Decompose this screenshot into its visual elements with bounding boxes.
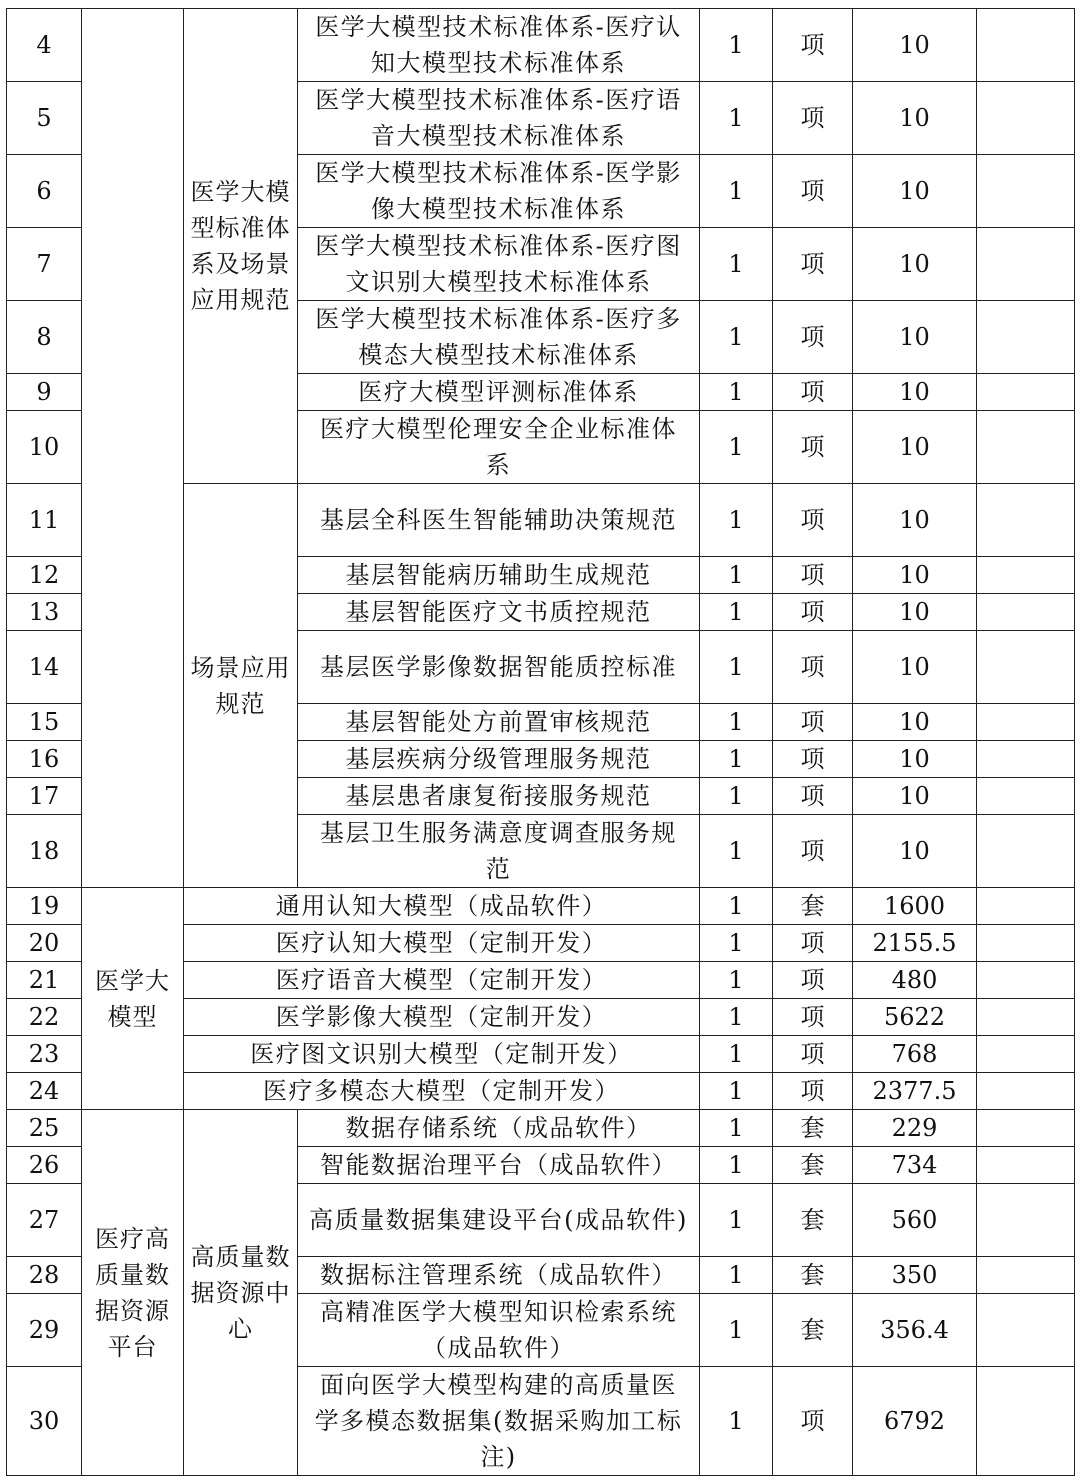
item-name: 智能数据治理平台（成品软件） [298,1147,700,1184]
item-note [977,155,1075,228]
item-price: 350 [853,1257,977,1294]
item-unit: 项 [773,82,853,155]
item-note [977,999,1075,1036]
row-number: 17 [7,778,82,815]
item-quantity: 1 [700,704,773,741]
item-name: 医疗大模型伦理安全企业标准体系 [298,411,700,484]
item-note [977,1257,1075,1294]
item-note [977,888,1075,925]
item-quantity: 1 [700,1367,773,1476]
item-price: 229 [853,1110,977,1147]
row-number: 14 [7,631,82,704]
item-unit: 项 [773,741,853,778]
item-name: 面向医学大模型构建的高质量医学多模态数据集(数据采购加工标注) [298,1367,700,1476]
item-price: 10 [853,778,977,815]
item-quantity: 1 [700,557,773,594]
item-note [977,1367,1075,1476]
item-note [977,815,1075,888]
item-quantity: 1 [700,1073,773,1110]
item-note [977,557,1075,594]
item-note [977,1294,1075,1367]
row-number: 11 [7,484,82,557]
item-name: 基层智能医疗文书质控规范 [298,594,700,631]
item-price: 768 [853,1036,977,1073]
group-level1-empty [82,9,184,888]
budget-table [6,8,1075,1476]
item-unit: 套 [773,1257,853,1294]
item-quantity: 1 [700,1257,773,1294]
item-quantity: 1 [700,1294,773,1367]
item-name: 基层智能病历辅助生成规范 [298,557,700,594]
item-unit: 项 [773,1036,853,1073]
item-quantity: 1 [700,82,773,155]
item-name: 数据标注管理系统（成品软件） [298,1257,700,1294]
item-unit: 项 [773,228,853,301]
item-note [977,484,1075,557]
item-unit: 项 [773,778,853,815]
row-number: 25 [7,1110,82,1147]
item-quantity: 1 [700,741,773,778]
item-note [977,82,1075,155]
row-number: 29 [7,1294,82,1367]
row-number: 5 [7,82,82,155]
item-price: 10 [853,155,977,228]
item-unit: 套 [773,1184,853,1257]
item-unit: 项 [773,374,853,411]
item-price: 10 [853,411,977,484]
row-number: 23 [7,1036,82,1073]
item-unit: 项 [773,925,853,962]
row-number: 21 [7,962,82,999]
item-name: 通用认知大模型（成品软件） [184,888,700,925]
item-unit: 套 [773,888,853,925]
item-price: 10 [853,704,977,741]
item-unit: 项 [773,815,853,888]
item-name: 基层智能处方前置审核规范 [298,704,700,741]
item-price: 10 [853,301,977,374]
item-note [977,594,1075,631]
group-standard-system: 医学大模型标准体系及场景应用规范 [184,9,298,484]
item-quantity: 1 [700,594,773,631]
row-number: 4 [7,9,82,82]
row-number: 24 [7,1073,82,1110]
item-quantity: 1 [700,962,773,999]
group-data-center: 高质量数据资源中心 [184,1110,298,1476]
item-name: 医疗语音大模型（定制开发） [184,962,700,999]
item-unit: 项 [773,301,853,374]
item-unit: 项 [773,631,853,704]
item-quantity: 1 [700,815,773,888]
group-scenario-spec: 场景应用规范 [184,484,298,888]
row-number: 26 [7,1147,82,1184]
group-medical-large-model: 医学大模型 [82,888,184,1110]
item-unit: 项 [773,1367,853,1476]
item-quantity: 1 [700,484,773,557]
row-number: 28 [7,1257,82,1294]
row-number: 7 [7,228,82,301]
item-note [977,1110,1075,1147]
table-row [7,9,1075,82]
item-price: 10 [853,228,977,301]
item-unit: 项 [773,155,853,228]
item-name: 医疗大模型评测标准体系 [298,374,700,411]
item-price: 10 [853,631,977,704]
item-name: 医学大模型技术标准体系-医疗图文识别大模型技术标准体系 [298,228,700,301]
item-name: 数据存储系统（成品软件） [298,1110,700,1147]
table-row [7,888,1075,925]
table-row [7,1110,1075,1147]
item-note [977,962,1075,999]
row-number: 12 [7,557,82,594]
item-quantity: 1 [700,1110,773,1147]
item-unit: 套 [773,1110,853,1147]
item-name: 医疗认知大模型（定制开发） [184,925,700,962]
item-quantity: 1 [700,631,773,704]
item-quantity: 1 [700,1184,773,1257]
item-name: 医学大模型技术标准体系-医疗认知大模型技术标准体系 [298,9,700,82]
item-name: 基层全科医生智能辅助决策规范 [298,484,700,557]
row-number: 16 [7,741,82,778]
group-data-platform: 医疗高质量数据资源平台 [82,1110,184,1476]
item-price: 6792 [853,1367,977,1476]
item-note [977,411,1075,484]
item-note [977,9,1075,82]
item-quantity: 1 [700,9,773,82]
row-number: 13 [7,594,82,631]
item-quantity: 1 [700,301,773,374]
row-number: 8 [7,301,82,374]
item-quantity: 1 [700,411,773,484]
item-name: 高精准医学大模型知识检索系统（成品软件） [298,1294,700,1367]
item-note [977,1036,1075,1073]
row-number: 10 [7,411,82,484]
item-note [977,925,1075,962]
item-price: 560 [853,1184,977,1257]
item-unit: 项 [773,962,853,999]
item-price: 10 [853,82,977,155]
item-price: 2155.5 [853,925,977,962]
item-note [977,228,1075,301]
item-unit: 项 [773,594,853,631]
item-note [977,1073,1075,1110]
row-number: 9 [7,374,82,411]
item-quantity: 1 [700,778,773,815]
item-unit: 项 [773,704,853,741]
item-price: 1600 [853,888,977,925]
item-price: 480 [853,962,977,999]
item-note [977,704,1075,741]
row-number: 15 [7,704,82,741]
item-note [977,374,1075,411]
item-unit: 项 [773,557,853,594]
item-price: 734 [853,1147,977,1184]
item-price: 10 [853,557,977,594]
item-unit: 套 [773,1294,853,1367]
item-name: 医疗图文识别大模型（定制开发） [184,1036,700,1073]
item-unit: 项 [773,1073,853,1110]
item-quantity: 1 [700,1036,773,1073]
item-unit: 套 [773,1147,853,1184]
item-note [977,741,1075,778]
item-note [977,631,1075,704]
item-price: 10 [853,484,977,557]
item-price: 5622 [853,999,977,1036]
item-unit: 项 [773,411,853,484]
item-name: 基层医学影像数据智能质控标准 [298,631,700,704]
item-name: 医学影像大模型（定制开发） [184,999,700,1036]
item-name: 基层患者康复衔接服务规范 [298,778,700,815]
item-quantity: 1 [700,888,773,925]
item-quantity: 1 [700,228,773,301]
item-name: 医学大模型技术标准体系-医疗多模态大模型技术标准体系 [298,301,700,374]
row-number: 19 [7,888,82,925]
item-price: 356.4 [853,1294,977,1367]
row-number: 6 [7,155,82,228]
item-note [977,1147,1075,1184]
item-note [977,301,1075,374]
item-price: 10 [853,9,977,82]
item-quantity: 1 [700,374,773,411]
item-name: 医疗多模态大模型（定制开发） [184,1073,700,1110]
item-unit: 项 [773,9,853,82]
item-name: 基层卫生服务满意度调查服务规范 [298,815,700,888]
item-name: 医学大模型技术标准体系-医疗语音大模型技术标准体系 [298,82,700,155]
item-price: 10 [853,594,977,631]
item-quantity: 1 [700,1147,773,1184]
item-quantity: 1 [700,155,773,228]
item-name: 高质量数据集建设平台(成品软件) [298,1184,700,1257]
item-unit: 项 [773,999,853,1036]
row-number: 18 [7,815,82,888]
item-quantity: 1 [700,999,773,1036]
item-unit: 项 [773,484,853,557]
item-name: 医学大模型技术标准体系-医学影像大模型技术标准体系 [298,155,700,228]
item-price: 10 [853,815,977,888]
item-price: 10 [853,374,977,411]
row-number: 22 [7,999,82,1036]
item-price: 10 [853,741,977,778]
row-number: 20 [7,925,82,962]
row-number: 30 [7,1367,82,1476]
item-name: 基层疾病分级管理服务规范 [298,741,700,778]
item-note [977,778,1075,815]
item-note [977,1184,1075,1257]
row-number: 27 [7,1184,82,1257]
item-quantity: 1 [700,925,773,962]
item-price: 2377.5 [853,1073,977,1110]
